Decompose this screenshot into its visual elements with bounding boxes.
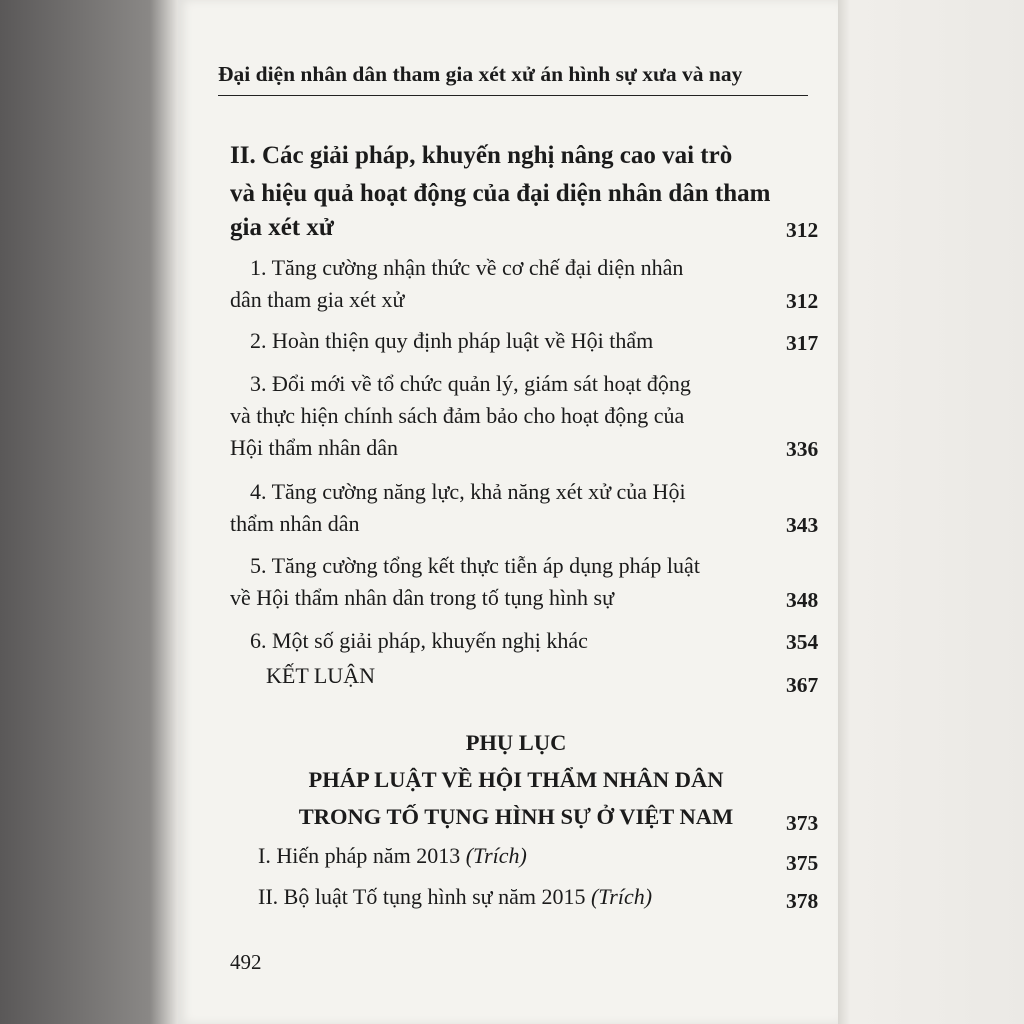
appendix-item-1 xyxy=(258,843,527,869)
appendix-item-2-text: II. Bộ luật Tố tụng hình sự năm 2015 xyxy=(258,884,586,909)
page-number: 343 xyxy=(786,513,819,537)
toc-conclusion: KẾT LUẬN xyxy=(266,663,375,688)
appendix-item-1-note: (Trích) xyxy=(465,843,527,868)
toc-entry-1-line-1: 1. Tăng cường nhận thức về cơ chế đại diện nhân xyxy=(250,255,684,280)
page-number: 312 xyxy=(786,218,819,242)
page-number: 367 xyxy=(786,673,819,697)
page-number: 312 xyxy=(786,289,819,313)
appendix-title: PHỤ LỤC xyxy=(465,730,567,755)
appendix-subtitle-line-1: PHÁP LUẬT VỀ HỘI THẨM NHÂN DÂN xyxy=(308,767,724,792)
book-page xyxy=(178,0,838,1024)
page-number: 375 xyxy=(786,851,819,875)
page-number: 317 xyxy=(786,331,819,355)
appendix-item-2 xyxy=(258,884,652,910)
toc-entry-4-line-2: thẩm nhân dân xyxy=(230,511,360,536)
folio-page-number: 492 xyxy=(230,950,262,974)
toc-entry-1-line-2: dân tham gia xét xử xyxy=(230,287,405,312)
running-head: Đại diện nhân dân tham gia xét xử án hình sự xưa và nay xyxy=(218,62,743,86)
page-number: 336 xyxy=(786,437,819,461)
appendix-item-2-note: (Trích) xyxy=(590,884,653,909)
toc-entry-4-line-1: 4. Tăng cường năng lực, khả năng xét xử của Hội xyxy=(250,479,686,504)
header-rule xyxy=(218,95,808,96)
appendix-subtitle-line-2: TRONG TỐ TỤNG HÌNH SỰ Ở VIỆT NAM xyxy=(298,804,734,829)
page-number: 378 xyxy=(786,889,819,913)
next-page-edge xyxy=(838,0,1024,1024)
page-number: 354 xyxy=(786,630,819,654)
toc-entry-5-line-1: 5. Tăng cường tổng kết thực tiễn áp dụng pháp luật xyxy=(250,553,700,578)
toc-entry-5-line-2: về Hội thẩm nhân dân trong tố tụng hình sự xyxy=(230,585,615,610)
page-number: 373 xyxy=(786,811,819,835)
toc-entry-3-line-1: 3. Đổi mới về tổ chức quản lý, giám sát hoạt động xyxy=(250,371,691,396)
appendix-item-1-text: I. Hiến pháp năm 2013 xyxy=(258,843,461,868)
toc-entry-3-line-3: Hội thẩm nhân dân xyxy=(230,435,399,460)
toc-entry-6-line-1: 6. Một số giải pháp, khuyến nghị khác xyxy=(250,628,588,653)
section-heading-line-2: và hiệu quả hoạt động của đại diện nhân dân tham xyxy=(230,180,771,207)
toc-entry-3-line-2: và thực hiện chính sách đảm bảo cho hoạt động của xyxy=(230,403,685,428)
section-heading-line-1: II. Các giải pháp, khuyến nghị nâng cao vai trò xyxy=(230,142,733,169)
page-number: 348 xyxy=(786,588,819,612)
section-heading-line-3: gia xét xử xyxy=(230,214,334,241)
toc-entry-2-line-1: 2. Hoàn thiện quy định pháp luật về Hội thẩm xyxy=(250,328,654,353)
